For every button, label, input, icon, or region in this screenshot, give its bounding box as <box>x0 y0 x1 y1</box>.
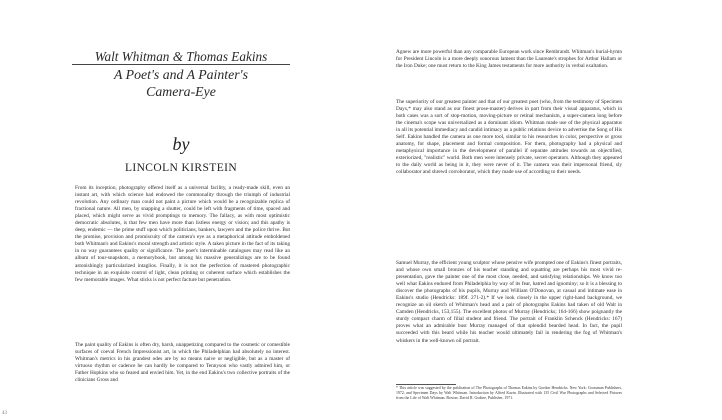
page-number: 43 <box>2 411 7 416</box>
footnote: * This article was suggested by the publication of The Photographs of Thomas Eakins by Gordon Hendricks. New York: Grossman Publishers, 1972, and Specimen Days by Walt Whitman. Introduction by Alfred Kazin. Illustrated with 135 Civil War Photographs and Selected Pictures from the Life of Walt Whitman. Boston: David R. Godine, Publisher, 1971. <box>396 386 622 400</box>
author-name: LINCOLN KIRSTEIN <box>124 162 238 174</box>
body-paragraph-murray <box>396 260 622 345</box>
article-subtitle-line1: A Poet's and A Painter's <box>114 67 248 82</box>
article-title: Walt Whitman & Thomas Eakins <box>94 49 268 64</box>
paragraph-text: The superiority of our greatest painter and that of our greatest poet (who, from the testimony of Specimen Days,* may also stand as our finest prose-master) derives in part from their visual apparatus, which in both cases was a sort of stop-motion, moving-picture or retinal mechanism, a super-camera long before the cinema's scope was universalized as a dominant idiom. Whitman made use of the physical apparatus in all its potential immediacy and candid intimacy as a public relations device to advertise the Song of His Self. Eakins handled the camera as one more tool, similar to his researches in color, perspective or gross anatomy, for shape, placement and formal composition. For them, photography had a physical and metaphysical importance in the development of parallel if separate attitudes towards an objectified, exteriorized, "realistic" world. Both men were intensely private, secret operators. Although they appeared to the daily world as being in it, they were never of it. The camera was their impersonal friend, sly collaborator and shrewd corroborator, which they made use of according to their needs. <box>396 99 622 176</box>
title-rule <box>72 64 290 65</box>
footnote-rule <box>396 384 456 385</box>
article-subtitle-line2: Camera-Eye <box>146 84 216 99</box>
body-paragraph-1 <box>75 185 290 284</box>
body-paragraph-continued <box>396 49 622 70</box>
byline-by: by <box>172 134 190 154</box>
body-paragraph-2 <box>75 342 290 384</box>
body-paragraph-superiority <box>396 99 622 177</box>
paragraph-text: The paint quality of Eakins is often dry, harsh, unappetizing compared to the cosmetic or comestible surfaces of coeval French Impressionist art, in which the Philadelphian had absolutely no interest. Whitman's metrics in his grandest odes are by no means naive or negligible, but as a master of virtuoso rhythm or cadence he can hardly be compared to Tennyson who vastly admired him, or Father Hopkins who so feared and envied him. Yet, in the end Eakins's two collective portraits of the clinicians Gross and <box>75 342 290 384</box>
paragraph-text: Samuel Murray, the efficient young sculptor whose pensive wife prompted one of Eakins's finest portraits, and whose own small bronzes of his teacher standing and squatting are perhaps his most vivid re-presentation, gave the painter one of the most close, needed, and satisfying relationships. We know too well what Eakins endured from Philadelphia by way of its fear, hatred and ignominy; so it is a blessing to discover the photographs of his pupils, Murray and William O'Donovan, at casual and intimate ease in Eakins's studio (Hendricks: 189f. 271-2).* If we look closely in the upper right-hand background, we recognize an oil sketch of Whitman's head and a pair of photographs Eakins had taken of old Walt in Camden (Hendricks, 153,155). The excellent photos of Murray (Hendricks; 164-166) show poignantly the sturdy compact charm of filial student and friend. The portrait of Franklin Schenck (Hendricks: 167) proves what an admirable bust Murray managed of that splendid bearded head. In fact, the pupil succeeded with this beard while his teacher would ultimately fail in rendering the fog of Whitman's whiskers in the well-known oil portrait. <box>396 260 622 344</box>
paragraph-text: Agnew are more powerful than any comparable European work since Rembrandt. Whitman's burial-hymn for President Lincoln is a more deeply sonorous lament than the Laureate's strophes for Arthur Hallam or the Iron Duke; one must return to the King James testaments for more authority in verbal exaltation. <box>396 49 622 70</box>
paragraph-text: From its inception, photography offered itself as a universal facility, a ready-made skill, even an instant art, with which science had endowed the commonality through the triumph of industrial revolution. Any ordinary man could not paint a picture which would be a recognizable replica of fractional nature. All men, by snapping a shutter, could be left with fragments of time, spaced and placed, which might serve as vivid promptings to memory. The fallacy, as with most optimistic democratic absolutes, is that few men have more than listless energy or vision; and this apathy is deep, endemic — the prime stuff upon which politicians, bankers, lawyers and the police thrive. But the promise, provision and promiscuity of the camera's eye as a metaphorical attitude emboldened both Whitman's and Eakins's moral strength and artistic style. A taken picture in the fact of its taking in no way guarantees quality or significance. The poet's interminable catalogues may read like an album of tour-snapshots, a memorybook, but among his massive generalizings are to be found astonishingly particularized intaglios. Finally, it is not the perfection of mastered photographic technique in an exquisite control of light, clean printing or coherent surface which establishes the few memorable images. What sticks is not perfect facture but penetration. <box>75 185 290 283</box>
right-page <box>361 0 722 420</box>
